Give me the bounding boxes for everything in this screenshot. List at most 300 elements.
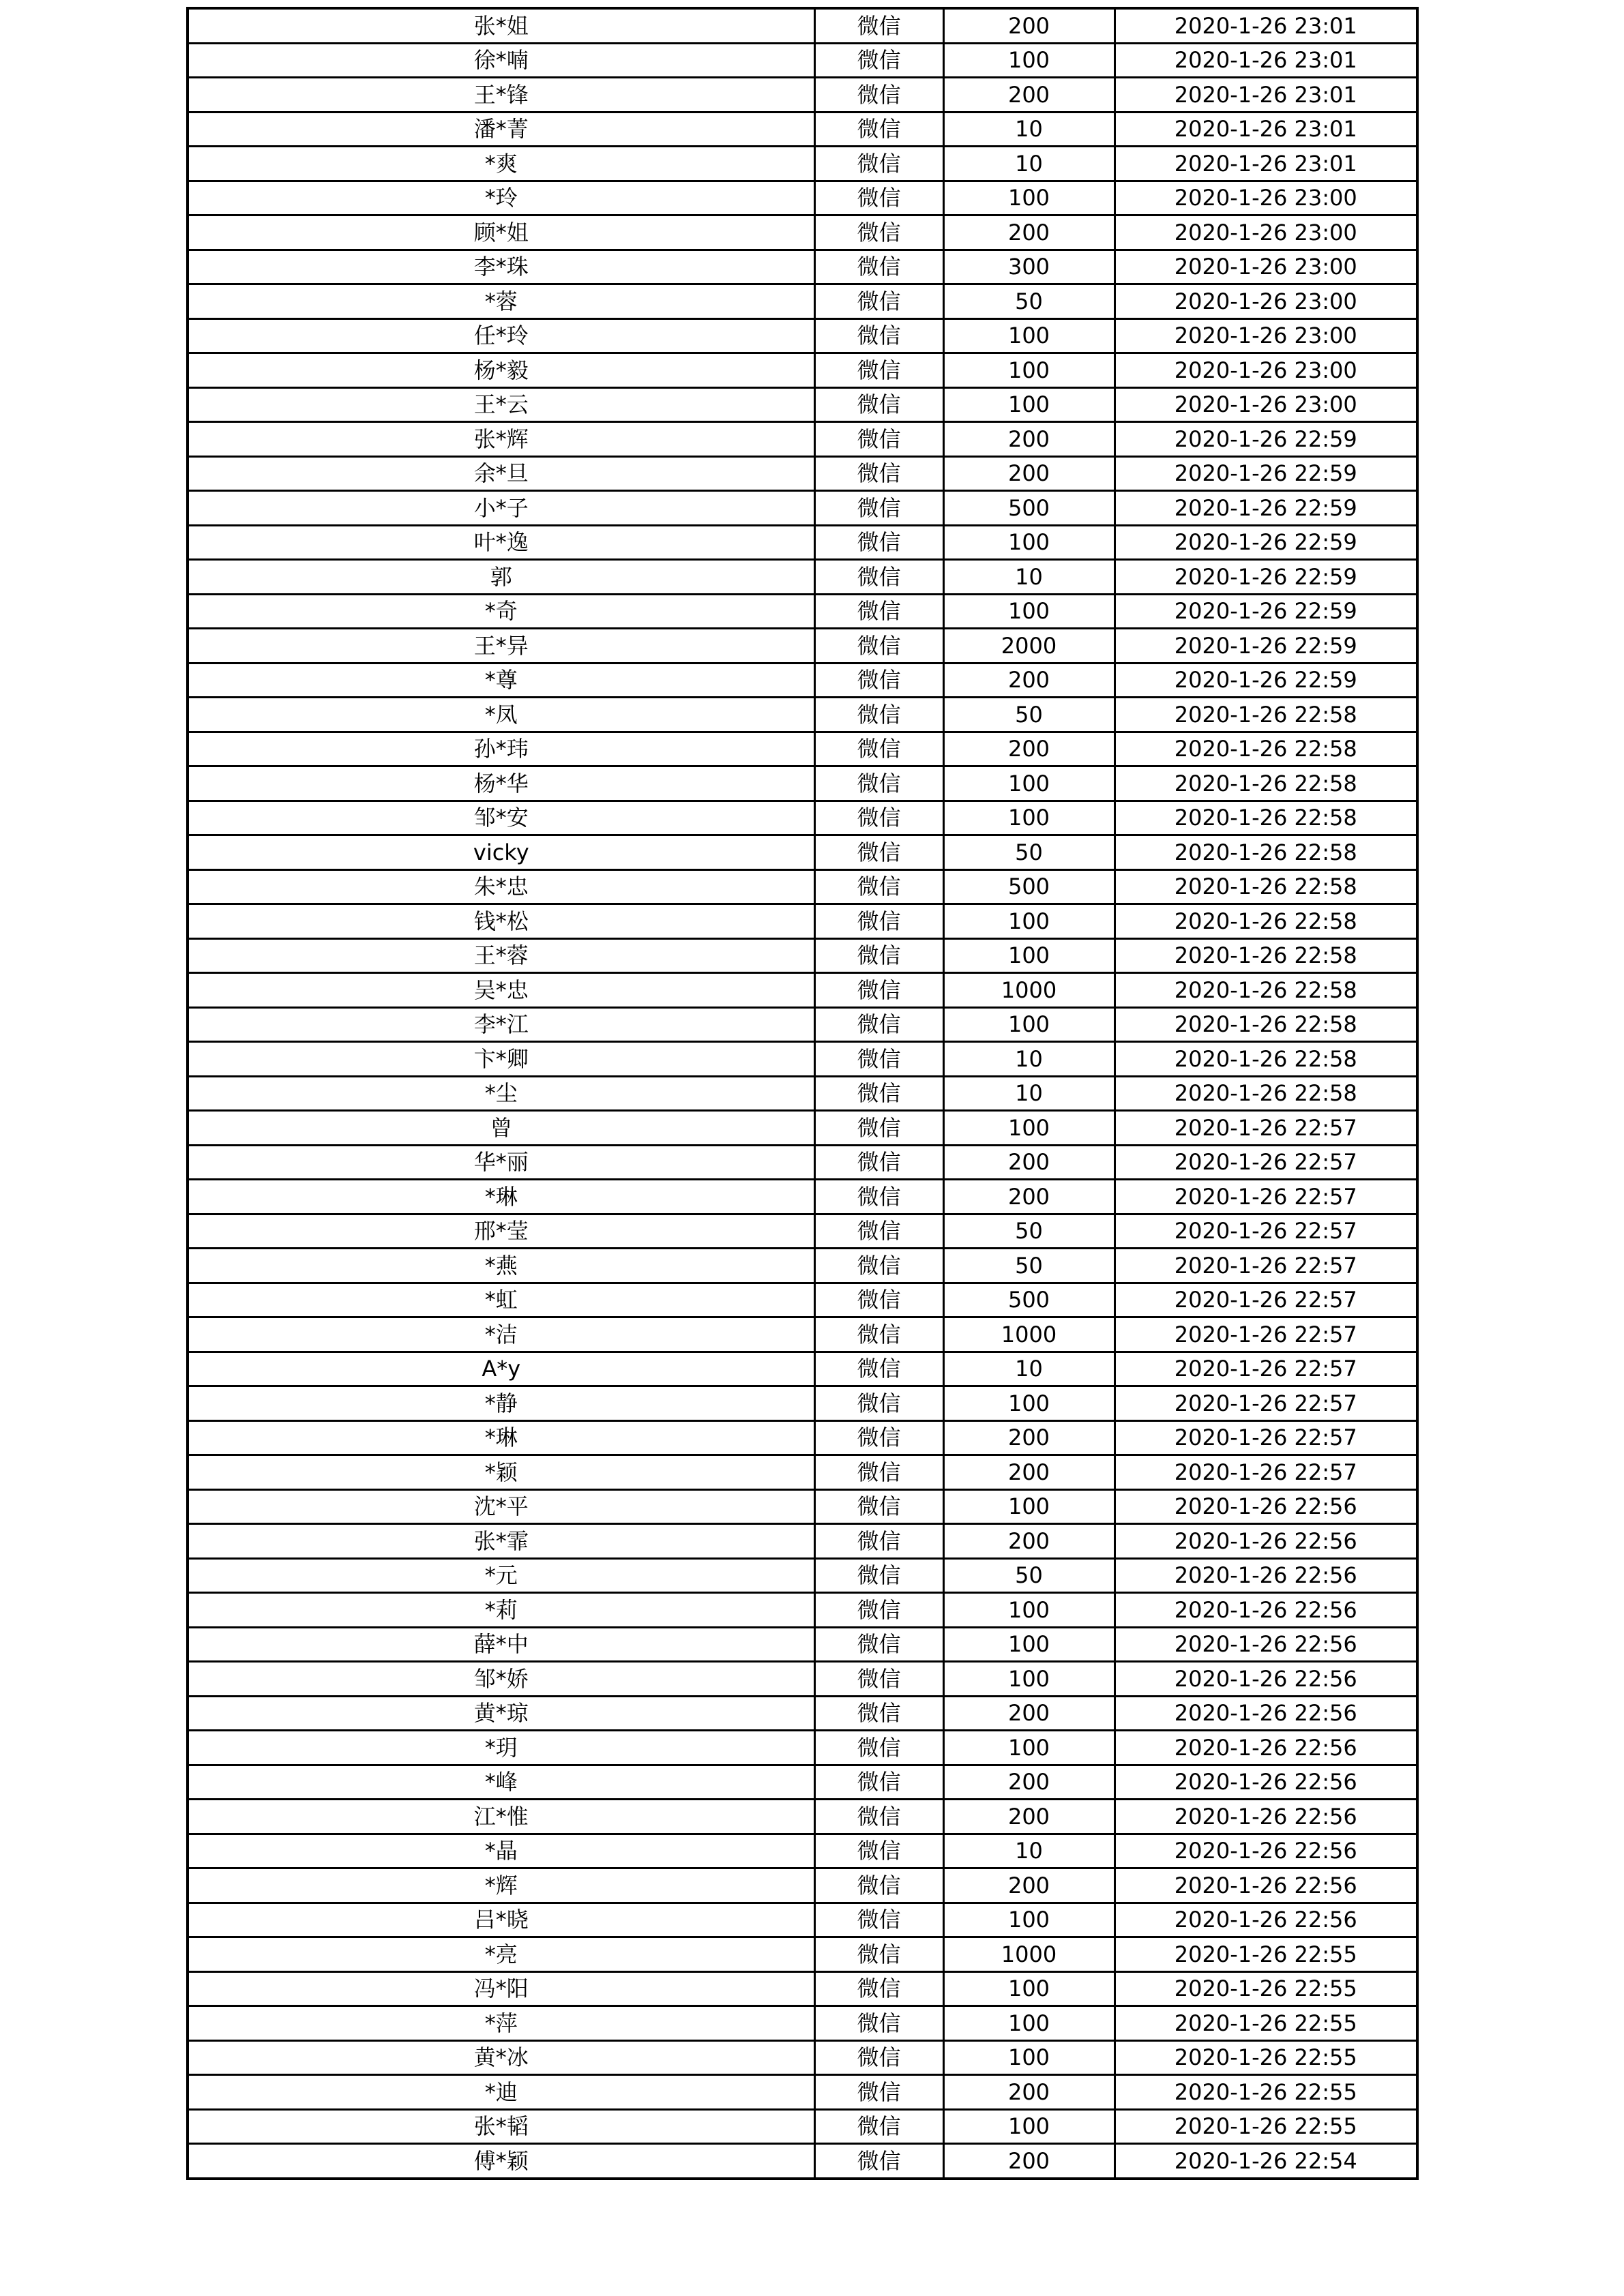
payment-method-cell: 微信 (814, 1731, 943, 1765)
table-row (188, 904, 1417, 939)
table-row (188, 8, 1417, 43)
amount-cell: 200 (943, 422, 1114, 457)
timestamp-cell: 2020-1-26 22:59 (1114, 663, 1417, 698)
amount-cell: 10 (943, 1042, 1114, 1077)
payment-method-cell: 微信 (814, 1800, 943, 1834)
amount-cell: 100 (943, 594, 1114, 629)
timestamp-cell: 2020-1-26 22:57 (1114, 1386, 1417, 1421)
timestamp-cell: 2020-1-26 22:59 (1114, 456, 1417, 491)
donor-name-cell: 卞*卿 (188, 1042, 814, 1077)
payment-method-cell: 微信 (814, 629, 943, 664)
amount-cell: 500 (943, 491, 1114, 526)
timestamp-cell: 2020-1-26 22:55 (1114, 2075, 1417, 2110)
table-row (188, 1834, 1417, 1868)
payment-method-cell: 微信 (814, 318, 943, 353)
timestamp-cell: 2020-1-26 22:57 (1114, 1111, 1417, 1146)
table-row (188, 78, 1417, 113)
table-row (188, 491, 1417, 526)
timestamp-cell: 2020-1-26 22:55 (1114, 1971, 1417, 2006)
payment-method-cell: 微信 (814, 663, 943, 698)
payment-method-cell: 微信 (814, 698, 943, 732)
amount-cell: 200 (943, 8, 1114, 43)
timestamp-cell: 2020-1-26 22:58 (1114, 801, 1417, 835)
payment-method-cell: 微信 (814, 250, 943, 284)
donor-name-cell: *蓉 (188, 284, 814, 319)
payment-method-cell: 微信 (814, 835, 943, 870)
payment-method-cell: 微信 (814, 1180, 943, 1214)
table-row (188, 284, 1417, 319)
amount-cell: 100 (943, 1111, 1114, 1146)
amount-cell: 100 (943, 2006, 1114, 2041)
amount-cell: 100 (943, 766, 1114, 801)
timestamp-cell: 2020-1-26 23:01 (1114, 43, 1417, 78)
table-row (188, 2040, 1417, 2075)
amount-cell: 50 (943, 698, 1114, 732)
amount-cell: 200 (943, 1180, 1114, 1214)
timestamp-cell: 2020-1-26 23:00 (1114, 387, 1417, 422)
amount-cell: 100 (943, 2109, 1114, 2144)
donor-name-cell: *静 (188, 1386, 814, 1421)
payment-method-cell: 微信 (814, 1283, 943, 1317)
table-row (188, 560, 1417, 595)
amount-cell: 200 (943, 456, 1114, 491)
timestamp-cell: 2020-1-26 22:57 (1114, 1249, 1417, 1283)
donor-name-cell: *爽 (188, 147, 814, 181)
payment-method-cell: 微信 (814, 560, 943, 595)
table-row (188, 2109, 1417, 2144)
donor-name-cell: *晶 (188, 1834, 814, 1868)
table-row (188, 1731, 1417, 1765)
amount-cell: 50 (943, 1249, 1114, 1283)
timestamp-cell: 2020-1-26 22:56 (1114, 1868, 1417, 1903)
table-row (188, 2006, 1417, 2041)
payment-method-cell: 微信 (814, 353, 943, 388)
amount-cell: 200 (943, 215, 1114, 250)
payment-method-cell: 微信 (814, 1386, 943, 1421)
timestamp-cell: 2020-1-26 23:01 (1114, 147, 1417, 181)
timestamp-cell: 2020-1-26 22:56 (1114, 1834, 1417, 1868)
donor-name-cell: 曾 (188, 1111, 814, 1146)
payment-method-cell: 微信 (814, 1903, 943, 1937)
donor-name-cell: 钱*松 (188, 904, 814, 939)
payment-method-cell: 微信 (814, 732, 943, 766)
timestamp-cell: 2020-1-26 22:55 (1114, 2040, 1417, 2075)
donor-name-cell: 孙*玮 (188, 732, 814, 766)
timestamp-cell: 2020-1-26 22:58 (1114, 938, 1417, 973)
donor-name-cell: *玥 (188, 1731, 814, 1765)
donor-name-cell: 王*锋 (188, 78, 814, 113)
table-row (188, 1007, 1417, 1042)
payment-method-cell: 微信 (814, 78, 943, 113)
timestamp-cell: 2020-1-26 22:58 (1114, 698, 1417, 732)
payment-method-cell: 微信 (814, 801, 943, 835)
table-row (188, 2075, 1417, 2110)
payment-method-cell: 微信 (814, 8, 943, 43)
payment-method-cell: 微信 (814, 2040, 943, 2075)
donation-ledger-table (186, 7, 1419, 2180)
payment-method-cell: 微信 (814, 1662, 943, 1697)
amount-cell: 100 (943, 2040, 1114, 2075)
table-row (188, 1558, 1417, 1593)
donor-name-cell: 徐*喃 (188, 43, 814, 78)
table-row (188, 1455, 1417, 1490)
amount-cell: 200 (943, 1524, 1114, 1559)
payment-method-cell: 微信 (814, 1420, 943, 1455)
donor-name-cell: 张*霏 (188, 1524, 814, 1559)
donor-name-cell: 华*丽 (188, 1145, 814, 1180)
donor-name-cell: *玲 (188, 181, 814, 215)
table-row (188, 525, 1417, 560)
payment-method-cell: 微信 (814, 181, 943, 215)
timestamp-cell: 2020-1-26 22:57 (1114, 1420, 1417, 1455)
donor-name-cell: *琳 (188, 1420, 814, 1455)
amount-cell: 100 (943, 938, 1114, 973)
payment-method-cell: 微信 (814, 1007, 943, 1042)
donor-name-cell: 沈*平 (188, 1489, 814, 1524)
donor-name-cell: 张*韬 (188, 2109, 814, 2144)
donor-name-cell: 张*姐 (188, 8, 814, 43)
payment-method-cell: 微信 (814, 1042, 943, 1077)
table-row (188, 1352, 1417, 1386)
timestamp-cell: 2020-1-26 22:58 (1114, 869, 1417, 904)
payment-method-cell: 微信 (814, 1214, 943, 1249)
table-row (188, 1420, 1417, 1455)
donor-name-cell: 叶*逸 (188, 525, 814, 560)
payment-method-cell: 微信 (814, 491, 943, 526)
timestamp-cell: 2020-1-26 23:01 (1114, 112, 1417, 147)
donor-name-cell: *凤 (188, 698, 814, 732)
amount-cell: 10 (943, 1352, 1114, 1386)
donor-name-cell: *虹 (188, 1283, 814, 1317)
table-row (188, 1042, 1417, 1077)
amount-cell: 10 (943, 112, 1114, 147)
amount-cell: 2000 (943, 629, 1114, 664)
donor-name-cell: vicky (188, 835, 814, 870)
donor-name-cell: 薛*中 (188, 1627, 814, 1662)
donor-name-cell: 朱*忠 (188, 869, 814, 904)
donor-name-cell: 黄*冰 (188, 2040, 814, 2075)
timestamp-cell: 2020-1-26 23:00 (1114, 318, 1417, 353)
payment-method-cell: 微信 (814, 1076, 943, 1111)
payment-method-cell: 微信 (814, 387, 943, 422)
timestamp-cell: 2020-1-26 22:57 (1114, 1352, 1417, 1386)
table-row (188, 835, 1417, 870)
table-row (188, 2144, 1417, 2179)
amount-cell: 200 (943, 732, 1114, 766)
timestamp-cell: 2020-1-26 23:00 (1114, 215, 1417, 250)
amount-cell: 10 (943, 147, 1114, 181)
donor-name-cell: 李*珠 (188, 250, 814, 284)
amount-cell: 10 (943, 1834, 1114, 1868)
donor-name-cell: *亮 (188, 1937, 814, 1972)
timestamp-cell: 2020-1-26 22:54 (1114, 2144, 1417, 2179)
payment-method-cell: 微信 (814, 147, 943, 181)
table-row (188, 1249, 1417, 1283)
table-row (188, 766, 1417, 801)
payment-method-cell: 微信 (814, 1593, 943, 1628)
timestamp-cell: 2020-1-26 22:56 (1114, 1731, 1417, 1765)
amount-cell: 1000 (943, 1317, 1114, 1352)
table-row (188, 353, 1417, 388)
donor-name-cell: *尘 (188, 1076, 814, 1111)
donor-name-cell: *峰 (188, 1765, 814, 1800)
table-row (188, 215, 1417, 250)
donor-name-cell: 杨*毅 (188, 353, 814, 388)
amount-cell: 300 (943, 250, 1114, 284)
donor-name-cell: 黄*琼 (188, 1696, 814, 1731)
table-row (188, 1593, 1417, 1628)
payment-method-cell: 微信 (814, 1489, 943, 1524)
payment-method-cell: 微信 (814, 422, 943, 457)
timestamp-cell: 2020-1-26 22:59 (1114, 629, 1417, 664)
amount-cell: 200 (943, 2144, 1114, 2179)
table-row (188, 147, 1417, 181)
amount-cell: 200 (943, 1420, 1114, 1455)
amount-cell: 50 (943, 1214, 1114, 1249)
payment-method-cell: 微信 (814, 2144, 943, 2179)
table-row (188, 181, 1417, 215)
table-row (188, 1696, 1417, 1731)
donor-name-cell: 冯*阳 (188, 1971, 814, 2006)
amount-cell: 100 (943, 525, 1114, 560)
payment-method-cell: 微信 (814, 525, 943, 560)
timestamp-cell: 2020-1-26 22:56 (1114, 1593, 1417, 1628)
donor-name-cell: *迪 (188, 2075, 814, 2110)
timestamp-cell: 2020-1-26 22:55 (1114, 2006, 1417, 2041)
payment-method-cell: 微信 (814, 112, 943, 147)
table-row (188, 732, 1417, 766)
amount-cell: 500 (943, 1283, 1114, 1317)
timestamp-cell: 2020-1-26 22:58 (1114, 1042, 1417, 1077)
donor-name-cell: *辉 (188, 1868, 814, 1903)
table-row (188, 1489, 1417, 1524)
amount-cell: 100 (943, 1662, 1114, 1697)
amount-cell: 100 (943, 1007, 1114, 1042)
timestamp-cell: 2020-1-26 23:00 (1114, 250, 1417, 284)
amount-cell: 100 (943, 1627, 1114, 1662)
amount-cell: 100 (943, 43, 1114, 78)
table-row (188, 456, 1417, 491)
amount-cell: 100 (943, 904, 1114, 939)
table-row (188, 869, 1417, 904)
table-row (188, 1800, 1417, 1834)
payment-method-cell: 微信 (814, 1317, 943, 1352)
donor-name-cell: 邹*安 (188, 801, 814, 835)
donor-name-cell: 邢*莹 (188, 1214, 814, 1249)
table-row (188, 1180, 1417, 1214)
timestamp-cell: 2020-1-26 22:57 (1114, 1455, 1417, 1490)
timestamp-cell: 2020-1-26 22:56 (1114, 1489, 1417, 1524)
timestamp-cell: 2020-1-26 22:55 (1114, 2109, 1417, 2144)
table-row (188, 1903, 1417, 1937)
amount-cell: 50 (943, 1558, 1114, 1593)
donor-name-cell: 郭 (188, 560, 814, 595)
payment-method-cell: 微信 (814, 594, 943, 629)
timestamp-cell: 2020-1-26 23:01 (1114, 78, 1417, 113)
table-row (188, 938, 1417, 973)
payment-method-cell: 微信 (814, 2075, 943, 2110)
amount-cell: 500 (943, 869, 1114, 904)
payment-method-cell: 微信 (814, 1352, 943, 1386)
payment-method-cell: 微信 (814, 284, 943, 319)
amount-cell: 200 (943, 78, 1114, 113)
amount-cell: 10 (943, 1076, 1114, 1111)
payment-method-cell: 微信 (814, 938, 943, 973)
table-row (188, 801, 1417, 835)
payment-method-cell: 微信 (814, 973, 943, 1008)
payment-method-cell: 微信 (814, 215, 943, 250)
payment-method-cell: 微信 (814, 1455, 943, 1490)
amount-cell: 100 (943, 1386, 1114, 1421)
timestamp-cell: 2020-1-26 22:57 (1114, 1317, 1417, 1352)
amount-cell: 200 (943, 1800, 1114, 1834)
timestamp-cell: 2020-1-26 22:57 (1114, 1145, 1417, 1180)
table-row (188, 1111, 1417, 1146)
table-row (188, 1765, 1417, 1800)
donor-name-cell: 小*子 (188, 491, 814, 526)
donor-name-cell: 吕*晓 (188, 1903, 814, 1937)
table-row (188, 973, 1417, 1008)
table-row (188, 1386, 1417, 1421)
timestamp-cell: 2020-1-26 23:01 (1114, 8, 1417, 43)
timestamp-cell: 2020-1-26 23:00 (1114, 353, 1417, 388)
amount-cell: 100 (943, 353, 1114, 388)
amount-cell: 100 (943, 1903, 1114, 1937)
donor-name-cell: 任*玲 (188, 318, 814, 353)
timestamp-cell: 2020-1-26 23:00 (1114, 284, 1417, 319)
table-row (188, 1627, 1417, 1662)
donor-name-cell: 顾*姐 (188, 215, 814, 250)
timestamp-cell: 2020-1-26 22:59 (1114, 560, 1417, 595)
payment-method-cell: 微信 (814, 1765, 943, 1800)
timestamp-cell: 2020-1-26 22:58 (1114, 1076, 1417, 1111)
payment-method-cell: 微信 (814, 1558, 943, 1593)
timestamp-cell: 2020-1-26 22:55 (1114, 1937, 1417, 1972)
table-row (188, 1145, 1417, 1180)
donor-name-cell: 王*异 (188, 629, 814, 664)
amount-cell: 100 (943, 1731, 1114, 1765)
payment-method-cell: 微信 (814, 1696, 943, 1731)
table-row (188, 318, 1417, 353)
timestamp-cell: 2020-1-26 22:56 (1114, 1800, 1417, 1834)
amount-cell: 100 (943, 801, 1114, 835)
timestamp-cell: 2020-1-26 22:58 (1114, 973, 1417, 1008)
payment-method-cell: 微信 (814, 1868, 943, 1903)
donor-name-cell: 张*辉 (188, 422, 814, 457)
payment-method-cell: 微信 (814, 2109, 943, 2144)
payment-method-cell: 微信 (814, 1627, 943, 1662)
donor-name-cell: 邹*娇 (188, 1662, 814, 1697)
table-row (188, 1076, 1417, 1111)
timestamp-cell: 2020-1-26 22:56 (1114, 1903, 1417, 1937)
ledger-body (188, 8, 1417, 2179)
table-row (188, 629, 1417, 664)
donor-name-cell: *元 (188, 1558, 814, 1593)
donor-name-cell: 杨*华 (188, 766, 814, 801)
donor-name-cell: *洁 (188, 1317, 814, 1352)
donor-name-cell: *尊 (188, 663, 814, 698)
payment-method-cell: 微信 (814, 1971, 943, 2006)
table-row (188, 387, 1417, 422)
payment-method-cell: 微信 (814, 456, 943, 491)
amount-cell: 200 (943, 1455, 1114, 1490)
timestamp-cell: 2020-1-26 22:59 (1114, 422, 1417, 457)
table-row (188, 1524, 1417, 1559)
payment-method-cell: 微信 (814, 1937, 943, 1972)
timestamp-cell: 2020-1-26 22:56 (1114, 1524, 1417, 1559)
donor-name-cell: *琳 (188, 1180, 814, 1214)
table-row (188, 1937, 1417, 1972)
timestamp-cell: 2020-1-26 22:56 (1114, 1558, 1417, 1593)
table-row (188, 1662, 1417, 1697)
table-row (188, 663, 1417, 698)
table-row (188, 1214, 1417, 1249)
timestamp-cell: 2020-1-26 22:58 (1114, 835, 1417, 870)
table-row (188, 43, 1417, 78)
table-row (188, 250, 1417, 284)
amount-cell: 1000 (943, 1937, 1114, 1972)
donor-name-cell: 王*云 (188, 387, 814, 422)
amount-cell: 200 (943, 1765, 1114, 1800)
payment-method-cell: 微信 (814, 1249, 943, 1283)
amount-cell: 200 (943, 1145, 1114, 1180)
amount-cell: 100 (943, 1971, 1114, 2006)
payment-method-cell: 微信 (814, 43, 943, 78)
table-row (188, 1971, 1417, 2006)
payment-method-cell: 微信 (814, 766, 943, 801)
payment-method-cell: 微信 (814, 1834, 943, 1868)
timestamp-cell: 2020-1-26 22:57 (1114, 1180, 1417, 1214)
payment-method-cell: 微信 (814, 2006, 943, 2041)
donor-name-cell: 江*惟 (188, 1800, 814, 1834)
table-row (188, 1317, 1417, 1352)
timestamp-cell: 2020-1-26 22:59 (1114, 525, 1417, 560)
timestamp-cell: 2020-1-26 22:56 (1114, 1627, 1417, 1662)
table-row (188, 698, 1417, 732)
timestamp-cell: 2020-1-26 22:57 (1114, 1214, 1417, 1249)
amount-cell: 1000 (943, 973, 1114, 1008)
amount-cell: 50 (943, 835, 1114, 870)
timestamp-cell: 2020-1-26 22:56 (1114, 1662, 1417, 1697)
payment-method-cell: 微信 (814, 904, 943, 939)
table-row (188, 1868, 1417, 1903)
donor-name-cell: *奇 (188, 594, 814, 629)
table-row (188, 112, 1417, 147)
amount-cell: 100 (943, 318, 1114, 353)
table-row (188, 422, 1417, 457)
amount-cell: 10 (943, 560, 1114, 595)
timestamp-cell: 2020-1-26 22:58 (1114, 766, 1417, 801)
amount-cell: 200 (943, 1868, 1114, 1903)
timestamp-cell: 2020-1-26 22:59 (1114, 491, 1417, 526)
amount-cell: 100 (943, 1593, 1114, 1628)
timestamp-cell: 2020-1-26 22:58 (1114, 1007, 1417, 1042)
donor-name-cell: 吴*忠 (188, 973, 814, 1008)
payment-method-cell: 微信 (814, 1111, 943, 1146)
amount-cell: 100 (943, 181, 1114, 215)
timestamp-cell: 2020-1-26 23:00 (1114, 181, 1417, 215)
payment-method-cell: 微信 (814, 1524, 943, 1559)
donor-name-cell: *燕 (188, 1249, 814, 1283)
amount-cell: 100 (943, 1489, 1114, 1524)
payment-method-cell: 微信 (814, 869, 943, 904)
timestamp-cell: 2020-1-26 22:58 (1114, 904, 1417, 939)
table-row (188, 1283, 1417, 1317)
donor-name-cell: 余*旦 (188, 456, 814, 491)
timestamp-cell: 2020-1-26 22:56 (1114, 1765, 1417, 1800)
amount-cell: 100 (943, 387, 1114, 422)
donor-name-cell: 傅*颖 (188, 2144, 814, 2179)
